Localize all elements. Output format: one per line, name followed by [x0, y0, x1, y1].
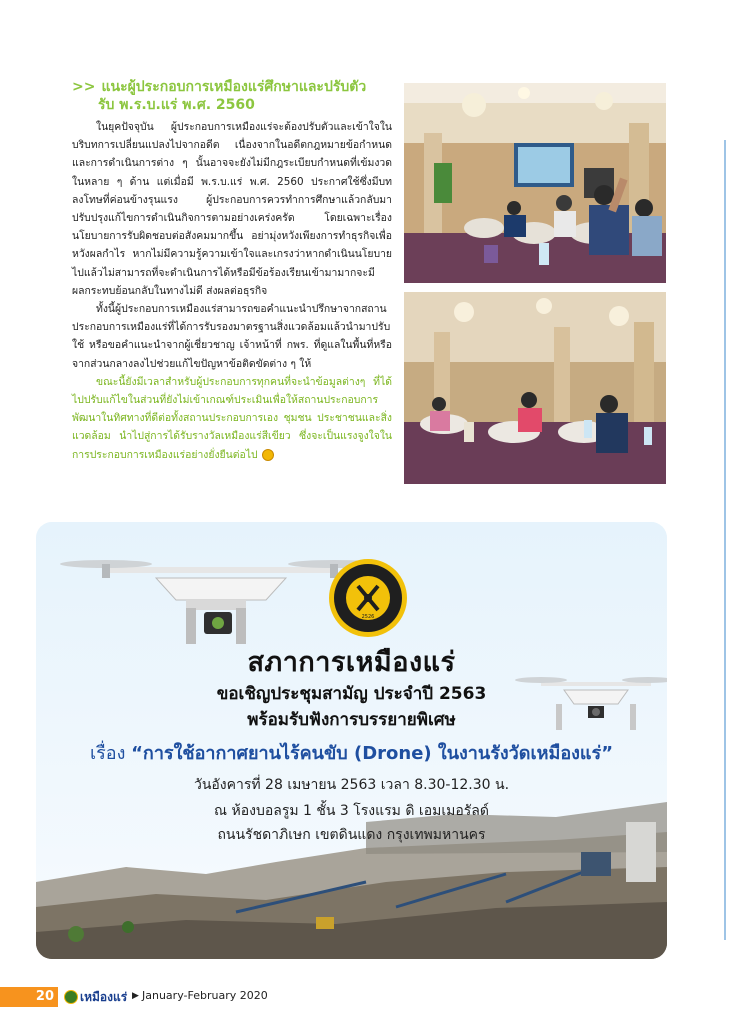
banner-subtitle-meeting: ขอเชิญประชุมสามัญ ประจำปี 2563: [216, 684, 487, 704]
magazine-name: เหมืองแร่: [80, 989, 128, 1004]
seminar-photo-2-image: [404, 292, 666, 484]
article-paragraph: ในยุคปัจจุบัน ผู้ประกอบการเหมืองแร่จะต้องปรับตัวและเข้าใจในบริบทการเปลี่ยนแปลงไปจากอดีต เนื่องจากในอดีตกฎหมายข้อกำหนด และการดำเนินการต่าง ๆ นั้นอาจจะยังไม่มีกฎระเบียบกำหนดที่เข้มงวดในหลาย ๆ ด้าน แต่เมื่อมี พ.ร.บ.แร่ พ.ศ. 2560 ประกาศใช้ซึ่งมีบทลงโทษที่ค่อนข้างรุนแรง ผู้ประกอบการควรทำการศึกษาแล้วกลับมาปรับปรุงแก้ไขการดำเนินกิจการตามอย่างเคร่งครัด โดยเฉพาะเรื่องนโยบายการรับผิดชอบต่อสังคมมากขึ้น อย่ามุ่งหวังเพียงการทำธุรกิจเพื่อหวังผลกำไร หากไม่มีความรู้ความเข้าใจและเกรงว่าหากดำเนินนโยบายไปแล้วไม่สามารถที่จะดำเนินการได้หรือมีข้อร้องเรียนเข้ามามากจะมีผลกระทบย้อนกลับในทางไม่ดี ส่งผลต่อธุรกิจ: [72, 121, 392, 297]
chevron-icon: >>: [72, 79, 96, 95]
article-paragraph: ทั้งนี้ผู้ประกอบการเหมืองแร่สามารถขอคำแนะนำปรึกษาจากสถานประกอบการเหมืองแร่ที่ได้การรับรองมาตรฐานสิ่งแวดล้อมแล้วนำมาปรับใช้ หรือขอคำแนะนำจากผู้เชี่ยวชาญ เจ้าหน้าที่ กพร. ที่ดูแลในพื้นที่หรือจากส่วนกลางลงไปช่วยแก้ไขปัญหาข้อติดขัดต่าง ๆ ให้: [72, 303, 392, 370]
end-mark-icon: [262, 449, 274, 461]
banner-subtitle-lecture: พร้อมรับฟังการบรรยายพิเศษ: [247, 710, 456, 730]
meeting-venue: ณ ห้องบอลรูม 1 ชั้น 3 โรงแรม ดิ เอมเมอรัลด์: [214, 803, 489, 819]
mining-council-logo-image: [328, 558, 408, 638]
banner-topic: [36, 738, 667, 767]
seminar-photo-2: [404, 292, 666, 484]
article-title-line1: แนะผู้ประกอบการเหมืองแร่ศึกษาและปรับตัว: [101, 79, 367, 95]
seminar-photo-1-image: [404, 83, 666, 283]
meeting-invitation-banner: [36, 522, 667, 959]
side-rule: [724, 140, 726, 940]
triangle-right-icon: ▶: [132, 991, 139, 1001]
magazine-logo: [64, 989, 127, 1005]
svg-text:2526: 2526: [361, 614, 375, 620]
meeting-date: วันอังคารที่ 28 เมษายน 2563 เวลา 8.30-12.30 น.: [193, 777, 510, 793]
article-body: [72, 118, 392, 464]
meeting-address: ถนนรัชดาภิเษก เขตดินแดง กรุงเทพมหานคร: [217, 827, 486, 843]
page-number: 20: [0, 987, 58, 1007]
article-title-line2: รับ พ.ร.บ.แร่ พ.ศ. 2560: [98, 97, 255, 113]
seminar-photo-1: [404, 83, 666, 283]
article-title: [72, 78, 392, 114]
topic-name: “การใช้อากาศยานไร้คนขับ (Drone) ในงานรังวัดเหมืองแร่”: [131, 743, 614, 764]
issue-date: January-February 2020: [142, 989, 268, 1002]
mining-council-logo: [328, 558, 408, 638]
green-paragraph-text: ขณะนี้ยังมีเวลาสำหรับผู้ประกอบการทุกคนที่จะนำข้อมูลต่างๆ ที่ได้ไปปรับแก้ไขในส่วนที่ยังไม่เข้าเกณฑ์ประเมินเพื่อให้สถานประกอบการพัฒนาในทิศทางที่ดีต่อทั้งสถานประกอบการเอง ชุมชน ประชาชนและสิ่งแวดล้อม นำไปสู่การได้รับรางวัลเหมืองแร่สีเขียว ซึ่งจะเป็นแรงจูงใจในการประกอบการเหมืองแร่อย่างยั่งยืนต่อไป: [72, 375, 392, 461]
article-green-paragraph: [72, 373, 392, 464]
banner-title: สภาการเหมืองแร่: [247, 647, 456, 678]
magazine-logo-icon: [64, 990, 78, 1004]
topic-label: เรื่อง: [89, 743, 126, 764]
